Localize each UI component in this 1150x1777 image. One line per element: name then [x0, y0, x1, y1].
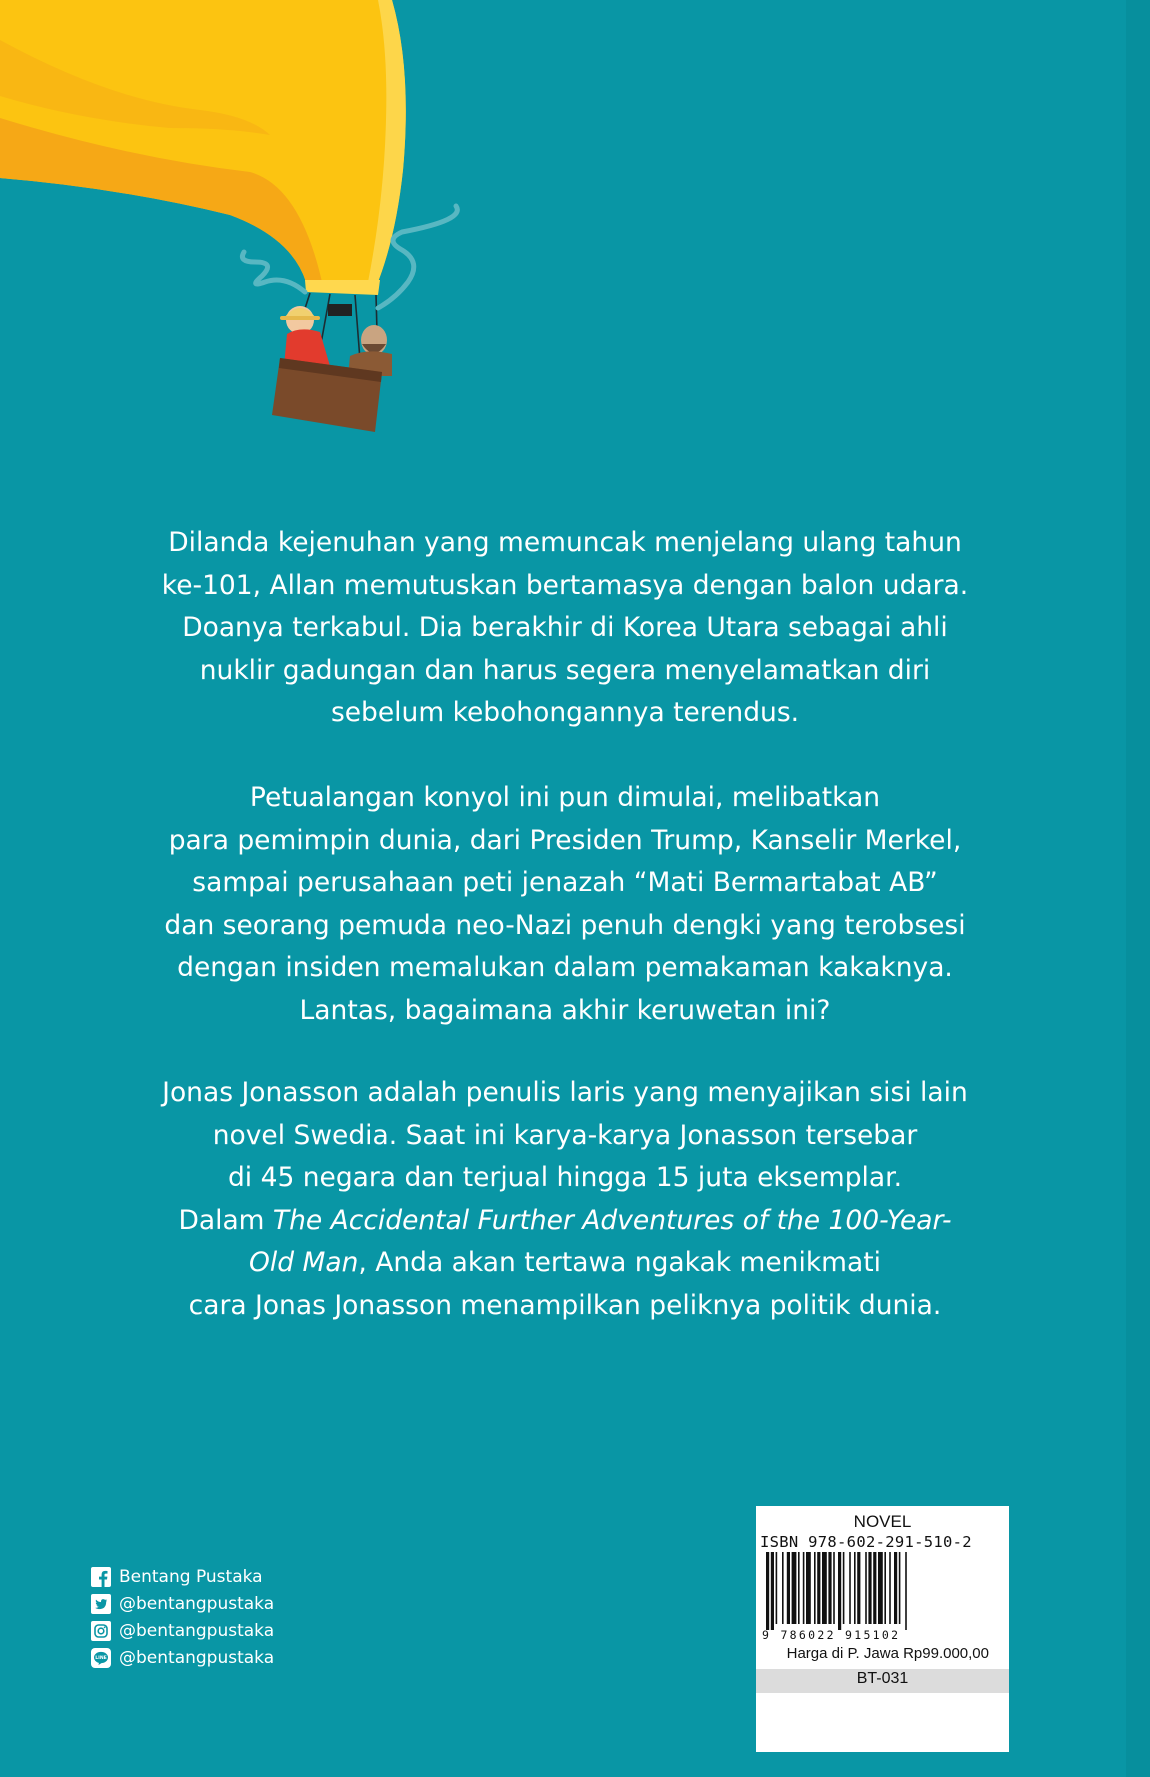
twitter-icon [91, 1594, 111, 1614]
social-label: @bentangpustaka [119, 1620, 275, 1641]
price-label: Harga di P. Jawa Rp99.000,00 [786, 1645, 989, 1662]
barcode-bar [843, 1552, 845, 1624]
social-instagram[interactable] [91, 1617, 274, 1644]
blurb-line: sampai perusahaan peti jenazah “Mati Bermartabat AB” [192, 867, 938, 898]
barcode-bar [792, 1552, 797, 1624]
blurb-paragraph-1 [110, 522, 1020, 735]
author-bio-paragraph [110, 1072, 1020, 1327]
bio-line [110, 1242, 1020, 1285]
blurb-line: sebelum kebohongannya terendus. [330, 697, 800, 728]
bio-line [110, 1200, 1020, 1243]
barcode-bar [782, 1552, 784, 1624]
barcode-bar [822, 1552, 827, 1624]
barcode-bar [814, 1552, 816, 1624]
barcode-bar [873, 1552, 876, 1624]
barcode-bar [865, 1552, 867, 1624]
barcode-bar [803, 1552, 805, 1624]
barcode-bar [894, 1552, 897, 1624]
product-code: BT-031 [856, 1670, 909, 1687]
blurb-line: ke-101, Allan memutuskan bertamasya dengan balon udara. [161, 569, 969, 601]
book-title-part-2: Old Man [249, 1247, 359, 1278]
blurb-line: Petualangan konyol ini pun dimulai, melibatkan [249, 782, 881, 813]
cover-right-edge [1126, 0, 1150, 1777]
blurb-paragraph-2 [110, 777, 1020, 1032]
blurb-line: Doanya terkabul. Dia berakhir di Korea Utara sebagai ahli [182, 612, 948, 643]
bio-line-prefix: Dalam [178, 1204, 273, 1236]
bio-line: di 45 negara dan terjual hingga 15 juta eksemplar. [227, 1162, 903, 1193]
isbn-number: ISBN 978-602-291-510-2 [760, 1533, 972, 1551]
barcode-bar [884, 1552, 886, 1624]
barcode-digits: 9 786022 915102 [762, 1628, 901, 1642]
barcode-bar [899, 1552, 901, 1624]
bio-line: cara Jonas Jonasson menampilkan peliknya politik dunia. [188, 1289, 942, 1321]
barcode-bar [854, 1552, 856, 1624]
barcode-bar [766, 1552, 769, 1630]
balloon-skirt [305, 280, 380, 295]
barcode-bar [868, 1552, 871, 1624]
barcode-bar [878, 1552, 883, 1624]
barcode-bars [762, 1552, 1002, 1630]
social-label: Bentang Pustaka [119, 1566, 263, 1587]
social-label: @bentangpustaka [119, 1593, 275, 1614]
bio-line-suffix: , Anda akan tertawa ngakak menikmati [358, 1247, 881, 1278]
barcode-bar [817, 1552, 820, 1624]
bio-line: novel Swedia. Saat ini karya-karya Jonasson tersebar [212, 1119, 918, 1151]
blurb-line: dengan insiden memalukan dalam pemakaman kakaknya. [177, 952, 953, 983]
balloon-burner [328, 304, 352, 316]
social-facebook[interactable] [91, 1563, 274, 1590]
barcode-bar [889, 1552, 891, 1624]
barcode-bar [849, 1552, 851, 1624]
barcode-bar [838, 1552, 841, 1630]
bio-line: Jonas Jonasson adalah penulis laris yang menyajikan sisi lain [162, 1077, 968, 1108]
line-icon [91, 1648, 111, 1668]
barcode-category: NOVEL [853, 1512, 912, 1531]
barcode-bar [833, 1552, 835, 1624]
barcode-bar [798, 1552, 800, 1624]
social-label: @bentangpustaka [119, 1647, 275, 1668]
blurb-line: dan seorang pemuda neo-Nazi penuh dengki yang terobsesi [164, 909, 966, 941]
barcode-bar [857, 1552, 860, 1624]
blurb-line: Lantas, bagaimana akhir keruwetan ini? [299, 994, 831, 1026]
barcode-bar [905, 1552, 907, 1630]
social-line[interactable] [91, 1644, 274, 1671]
social-twitter[interactable] [91, 1590, 274, 1617]
instagram-icon [91, 1621, 111, 1641]
barcode-bar [828, 1552, 831, 1624]
hot-air-balloon-illustration [0, 0, 480, 440]
barcode-bar [806, 1552, 811, 1624]
barcode-bar [787, 1552, 790, 1624]
blurb-line: nuklir gadungan dan harus segera menyelamatkan diri [199, 654, 931, 686]
barcode-bar [771, 1552, 774, 1630]
barcode-bar [776, 1552, 778, 1624]
blurb-line: Dilanda kejenuhan yang memuncak menjelang ulang tahun [168, 527, 962, 558]
book-title-part-1: The Accidental Further Adventures of the 100-Year- [272, 1204, 952, 1236]
social-links [91, 1563, 274, 1671]
blurb-line: para pemimpin dunia, dari Presiden Trump, Kanselir Merkel, [168, 824, 962, 856]
svg-text:LINE: LINE [95, 1655, 107, 1661]
facebook-icon [91, 1567, 111, 1587]
barcode-label [756, 1506, 1009, 1752]
